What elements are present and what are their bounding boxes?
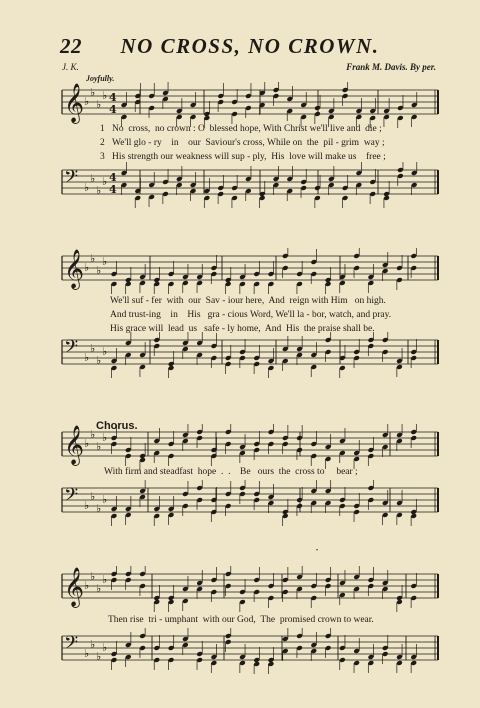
lyric-line-2-2: And trust-ing in His gra - cious Word, We'll la - bor, watch, and pray. (110, 310, 392, 320)
svg-text:♭: ♭ (84, 351, 90, 364)
svg-text:𝄞: 𝄞 (64, 249, 85, 289)
ink-dot: • (316, 548, 319, 554)
svg-text:♭: ♭ (90, 86, 96, 99)
svg-text:♭: ♭ (102, 175, 108, 188)
lyric-line-2-3: His grace will lead us safe - ly home, And His the praise shall be. (110, 324, 375, 334)
svg-text:♭: ♭ (84, 181, 90, 194)
lyric-line-3-1: With firm and steadfast hope . . Be ours the cross to bear ; (104, 467, 358, 477)
svg-text:♭: ♭ (102, 255, 108, 268)
svg-text:♭: ♭ (84, 499, 90, 512)
svg-text:♭: ♭ (102, 431, 108, 444)
svg-text:♭: ♭ (96, 440, 102, 453)
lyric-line-2-1: We'll suf - fer with our Sav - iour here, And reign with Him on high. (110, 296, 386, 306)
svg-text:𝄢: 𝄢 (64, 485, 79, 510)
svg-text:♭: ♭ (102, 89, 108, 102)
svg-text:♭: ♭ (102, 573, 108, 586)
lyricist-credit: J. K. (62, 62, 79, 72)
lyric-line-4-1: Then rise tri - umphant with our God, The promised crown to wear. (108, 615, 374, 625)
svg-text:♭: ♭ (90, 252, 96, 265)
svg-text:𝄢: 𝄢 (64, 167, 79, 192)
svg-text:𝄞: 𝄞 (64, 425, 85, 465)
chorus-label: Chorus. (96, 420, 138, 432)
svg-text:𝄢: 𝄢 (64, 337, 79, 362)
svg-text:♭: ♭ (84, 261, 90, 274)
bass-staff-4 (0, 628, 480, 678)
lyric-line-1-1: 1 No cross, no crown : O blessed hope, With Christ we'll live and die ; (100, 124, 382, 134)
svg-text:♭: ♭ (90, 570, 96, 583)
svg-text:♭: ♭ (102, 641, 108, 654)
hymn-title: NO CROSS, NO CROWN. (120, 34, 380, 58)
svg-text:♭: ♭ (84, 579, 90, 592)
svg-text:𝄞: 𝄞 (64, 567, 85, 607)
svg-text:4: 4 (109, 91, 117, 104)
svg-text:♭: ♭ (102, 493, 108, 506)
bass-staff-3 (0, 480, 480, 530)
svg-text:♭: ♭ (90, 342, 96, 355)
page-number: 22 (60, 34, 82, 58)
svg-text:4: 4 (109, 171, 117, 184)
svg-text:♭: ♭ (84, 95, 90, 108)
svg-text:♭: ♭ (96, 650, 102, 663)
svg-text:4: 4 (109, 103, 117, 116)
lyric-line-1-3: 3 His strength our weakness will sup - ply, His love will make us free ; (100, 152, 386, 162)
composer-credit: Frank M. Davis. By per. (346, 62, 436, 72)
svg-text:♭: ♭ (96, 184, 102, 197)
svg-text:♭: ♭ (96, 264, 102, 277)
svg-text:4: 4 (109, 183, 117, 196)
svg-text:♭: ♭ (102, 345, 108, 358)
svg-text:♭: ♭ (96, 582, 102, 595)
svg-text:♭: ♭ (96, 502, 102, 515)
svg-text:♭: ♭ (90, 638, 96, 651)
bass-staff-1 (0, 162, 480, 212)
treble-staff-2 (0, 248, 480, 298)
lyric-line-1-2: 2 We'll glo - ry in our Saviour's cross, While on the pil - grim way ; (100, 138, 385, 148)
tempo-marking: Joyfully. (86, 74, 115, 83)
svg-text:♭: ♭ (84, 437, 90, 450)
svg-text:𝄢: 𝄢 (64, 633, 79, 658)
svg-text:♭: ♭ (90, 428, 96, 441)
svg-text:♭: ♭ (84, 647, 90, 660)
svg-text:♭: ♭ (90, 172, 96, 185)
svg-text:♭: ♭ (96, 354, 102, 367)
treble-staff-4 (0, 566, 480, 616)
svg-text:♭: ♭ (96, 98, 102, 111)
svg-text:♭: ♭ (90, 490, 96, 503)
bass-staff-2 (0, 332, 480, 382)
svg-text:𝄞: 𝄞 (64, 83, 85, 123)
